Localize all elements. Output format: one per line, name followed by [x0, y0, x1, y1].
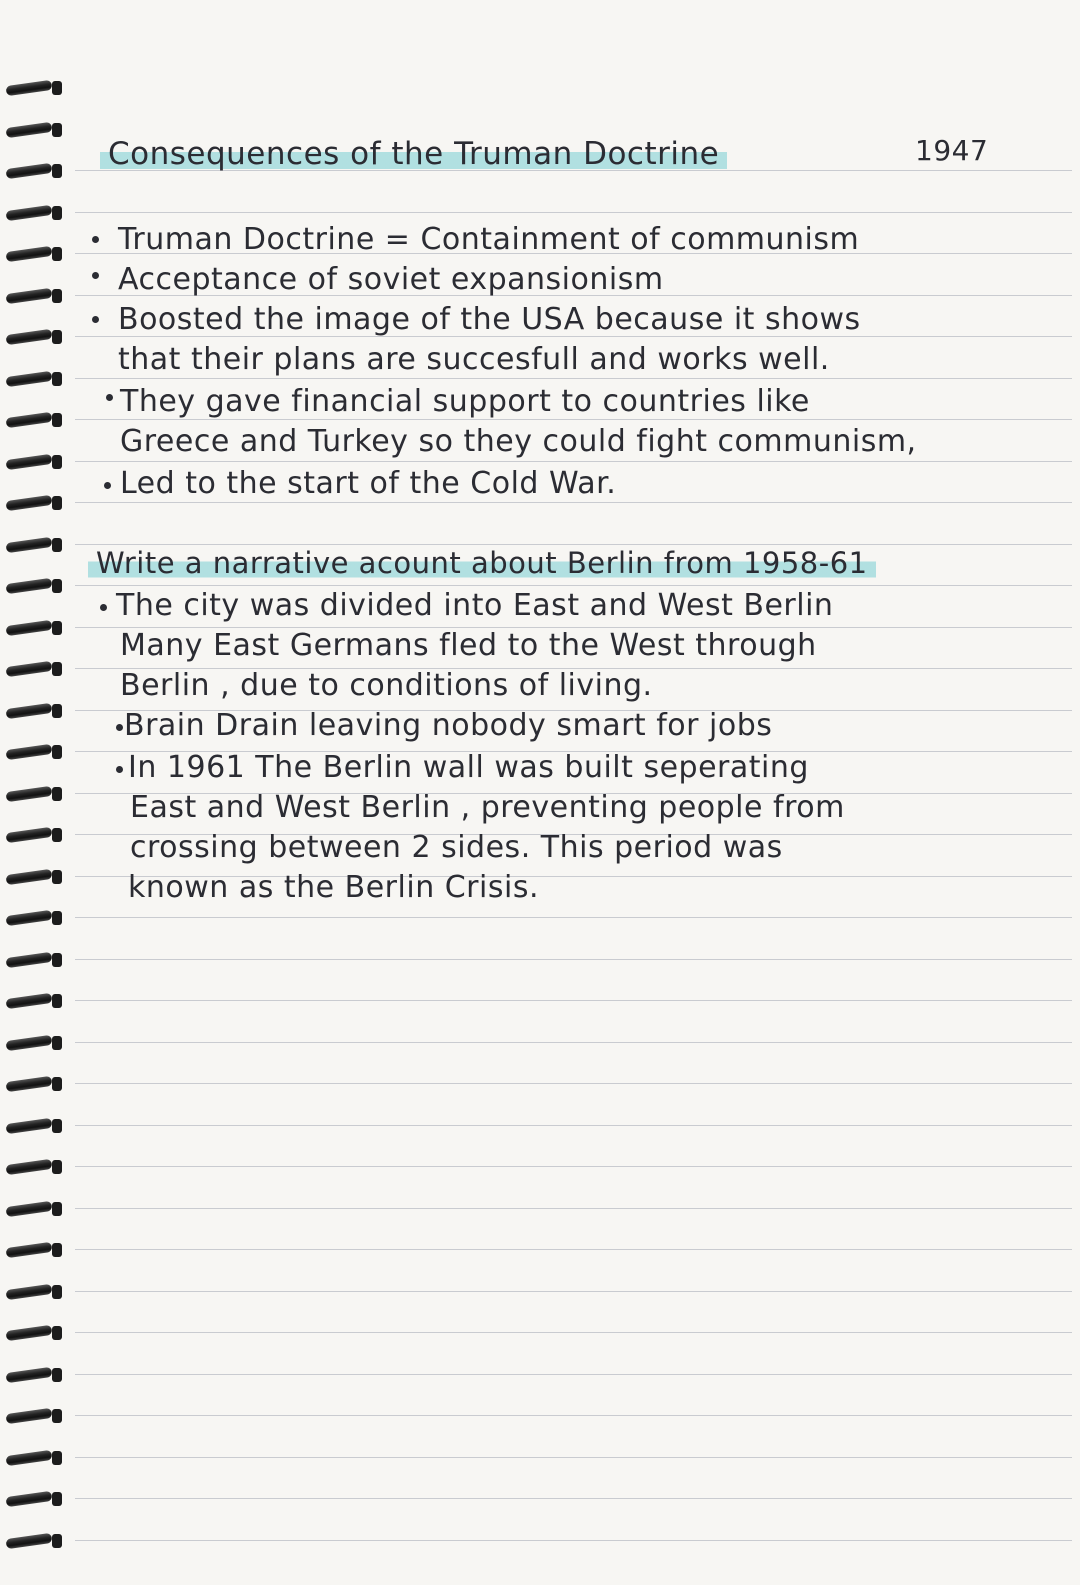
spiral-coil [6, 200, 64, 226]
ruled-line [75, 378, 1072, 379]
bullet [116, 724, 123, 731]
section1-line: They gave financial support to countries like [120, 384, 810, 419]
ruled-line [75, 1208, 1072, 1209]
spiral-coil [6, 698, 64, 724]
ruled-line [75, 502, 1072, 503]
ruled-line [75, 1125, 1072, 1126]
ruled-line [75, 1374, 1072, 1375]
section2-line: Berlin , due to conditions of living. [120, 668, 653, 703]
ruled-line [75, 1457, 1072, 1458]
spiral-coil [6, 1154, 64, 1180]
section1-line: Boosted the image of the USA because it shows [118, 302, 861, 337]
spiral-coil [6, 573, 64, 599]
bullet [100, 604, 107, 611]
spiral-binding [0, 0, 70, 1585]
spiral-coil [6, 532, 64, 558]
bullet [92, 316, 99, 323]
section1-line: Truman Doctrine = Containment of communism [118, 222, 860, 257]
section2-line: The city was divided into East and West Berlin [116, 588, 834, 623]
section1-line: Led to the start of the Cold War. [120, 466, 617, 501]
spiral-coil [6, 324, 64, 350]
ruled-line [75, 1498, 1072, 1499]
spiral-coil [6, 1071, 64, 1097]
section1-line: Greece and Turkey so they could fight communism, [120, 424, 917, 459]
spiral-coil [6, 1486, 64, 1512]
bullet [116, 766, 123, 773]
ruled-line [75, 1249, 1072, 1250]
spiral-coil [6, 1403, 64, 1429]
spiral-coil [6, 739, 64, 765]
spiral-coil [6, 1362, 64, 1388]
spiral-coil [6, 75, 64, 101]
section1-heading [100, 136, 727, 172]
spiral-coil [6, 864, 64, 890]
section1-line: Acceptance of soviet expansionism [118, 262, 664, 297]
section2-line: East and West Berlin , preventing people from [130, 790, 845, 825]
ruled-line [75, 585, 1072, 586]
ruled-line [75, 1000, 1072, 1001]
ruled-line [75, 1291, 1072, 1292]
spiral-coil [6, 947, 64, 973]
bullet [104, 482, 111, 489]
ruled-line [75, 1166, 1072, 1167]
spiral-coil [6, 1528, 64, 1554]
spiral-coil [6, 366, 64, 392]
section2-line: In 1961 The Berlin wall was built seperating [128, 750, 809, 785]
ruled-line [75, 419, 1072, 420]
spiral-coil [6, 1445, 64, 1471]
bullet [106, 394, 113, 401]
ruled-line [75, 1415, 1072, 1416]
section2-line: known as the Berlin Crisis. [128, 870, 539, 905]
spiral-coil [6, 490, 64, 516]
spiral-coil [6, 407, 64, 433]
section2-line: crossing between 2 sides. This period was [130, 830, 783, 865]
spiral-coil [6, 1237, 64, 1263]
section1-line: that their plans are succesfull and works well. [118, 342, 830, 377]
spiral-coil [6, 905, 64, 931]
section1-year: 1947 [915, 134, 989, 167]
ruled-line [75, 544, 1072, 545]
ruled-line [75, 1042, 1072, 1043]
spiral-coil [6, 1113, 64, 1139]
spiral-coil [6, 988, 64, 1014]
bullet [92, 272, 99, 279]
section2-heading-text: Write a narrative acount about Berlin from 1958-61 [88, 546, 876, 580]
spiral-coil [6, 241, 64, 267]
spiral-coil [6, 1030, 64, 1056]
spiral-coil [6, 117, 64, 143]
spiral-coil [6, 1320, 64, 1346]
spiral-coil [6, 656, 64, 682]
ruled-line [75, 212, 1072, 213]
ruled-line [75, 959, 1072, 960]
section1-heading-text: Consequences of the Truman Doctrine [100, 136, 727, 172]
spiral-coil [6, 449, 64, 475]
section2-heading [88, 546, 876, 580]
ruled-line [75, 1540, 1072, 1541]
spiral-coil [6, 822, 64, 848]
section2-line: Many East Germans fled to the West through [120, 628, 817, 663]
spiral-coil [6, 283, 64, 309]
ruled-line [75, 461, 1072, 462]
spiral-coil [6, 1196, 64, 1222]
spiral-coil [6, 615, 64, 641]
bullet [92, 236, 99, 243]
ruled-line [75, 1332, 1072, 1333]
ruled-line [75, 1083, 1072, 1084]
ruled-line [75, 917, 1072, 918]
spiral-coil [6, 1279, 64, 1305]
spiral-coil [6, 781, 64, 807]
spiral-coil [6, 158, 64, 184]
section2-line: Brain Drain leaving nobody smart for jobs [124, 708, 773, 743]
